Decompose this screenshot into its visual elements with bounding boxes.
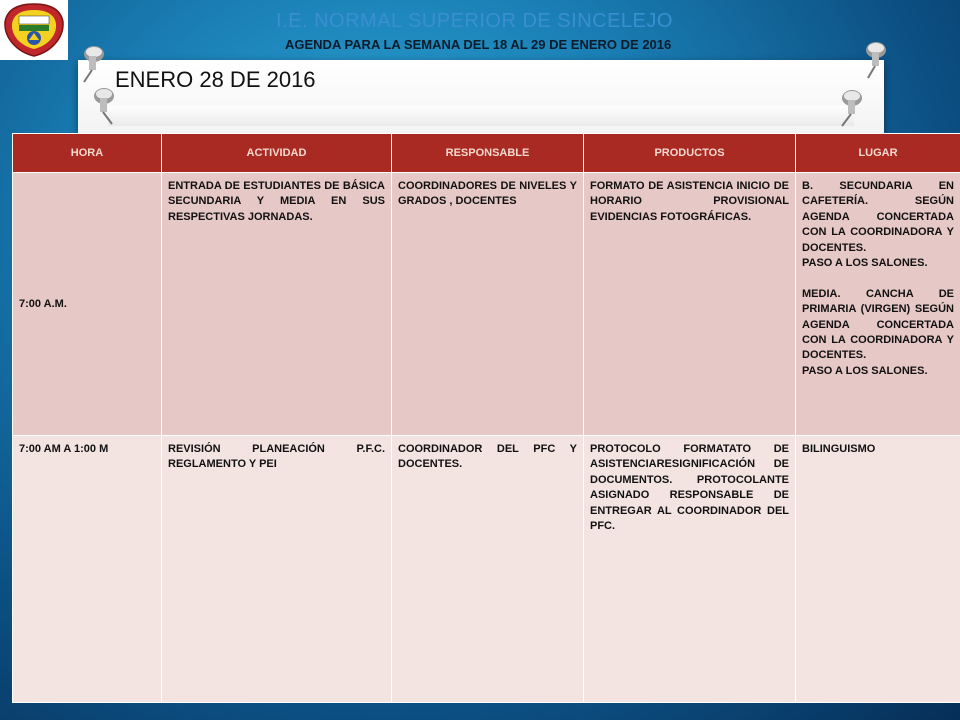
school-shield-icon <box>3 2 65 58</box>
cell-hora: 7:00 AM A 1:00 M <box>13 436 162 703</box>
cell-actividad: REVISIÓN PLANEACIÓN P.F.C. REGLAMENTO Y PEI <box>162 436 392 703</box>
school-name-heading: I.E. NORMAL SUPERIOR DE SINCELEJO <box>276 10 673 32</box>
cell-responsable: COORDINADOR DEL PFC Y DOCENTES. <box>392 436 584 703</box>
cell-responsable: COORDINADORES DE NIVELES Y GRADOS , DOCENTES <box>392 173 584 436</box>
pushpin-icon <box>86 84 126 128</box>
column-header-productos: PRODUCTOS <box>584 134 796 173</box>
column-header-lugar: LUGAR <box>796 134 960 173</box>
cell-productos: PROTOCOLO FORMATATO DE ASISTENCIARESIGNIFICACIÓN DE DOCUMENTOS. PROTOCOLANTE ASIGNADO RESPONSABLE DE ENTREGAR AL COORDINADOR DEL PFC. <box>584 436 796 703</box>
agenda-table <box>12 133 960 703</box>
date-title: ENERO 28 DE 2016 <box>115 67 316 92</box>
agenda-subtitle: AGENDA PARA LA SEMANA DEL 18 AL 29 DE ENERO DE 2016 <box>285 37 672 52</box>
cell-productos: FORMATO DE ASISTENCIA INICIO DE HORARIO PROVISIONAL EVIDENCIAS FOTOGRÁFICAS. <box>584 173 796 436</box>
pushpin-icon <box>832 86 872 130</box>
table-header-row <box>13 134 960 173</box>
pushpin-icon <box>70 42 110 86</box>
cell-lugar: B. SECUNDARIA EN CAFETERÍA. SEGÚN AGENDA CONCERTADA CON LA COORDINADORA Y DOCENTES. PASO A LOS SALONES. MEDIA. CANCHA DE PRIMARIA (VIRGEN) SEGÚN AGENDA CONCERTADA CON LA COORDINADORA Y DOCENTES. PASO A LOS SALONES. <box>796 173 960 436</box>
table-row <box>13 173 960 436</box>
column-header-responsable: RESPONSABLE <box>392 134 584 173</box>
cell-lugar: BILINGUISMO <box>796 436 960 703</box>
table-row <box>13 436 960 703</box>
column-header-hora: HORA <box>13 134 162 173</box>
pushpin-icon <box>856 38 896 82</box>
cell-hora: 7:00 A.M. <box>13 173 162 436</box>
cell-actividad: ENTRADA DE ESTUDIANTES DE BÁSICA SECUNDARIA Y MEDIA EN SUS RESPECTIVAS JORNADAS. <box>162 173 392 436</box>
school-logo <box>0 0 68 60</box>
column-header-actividad: ACTIVIDAD <box>162 134 392 173</box>
